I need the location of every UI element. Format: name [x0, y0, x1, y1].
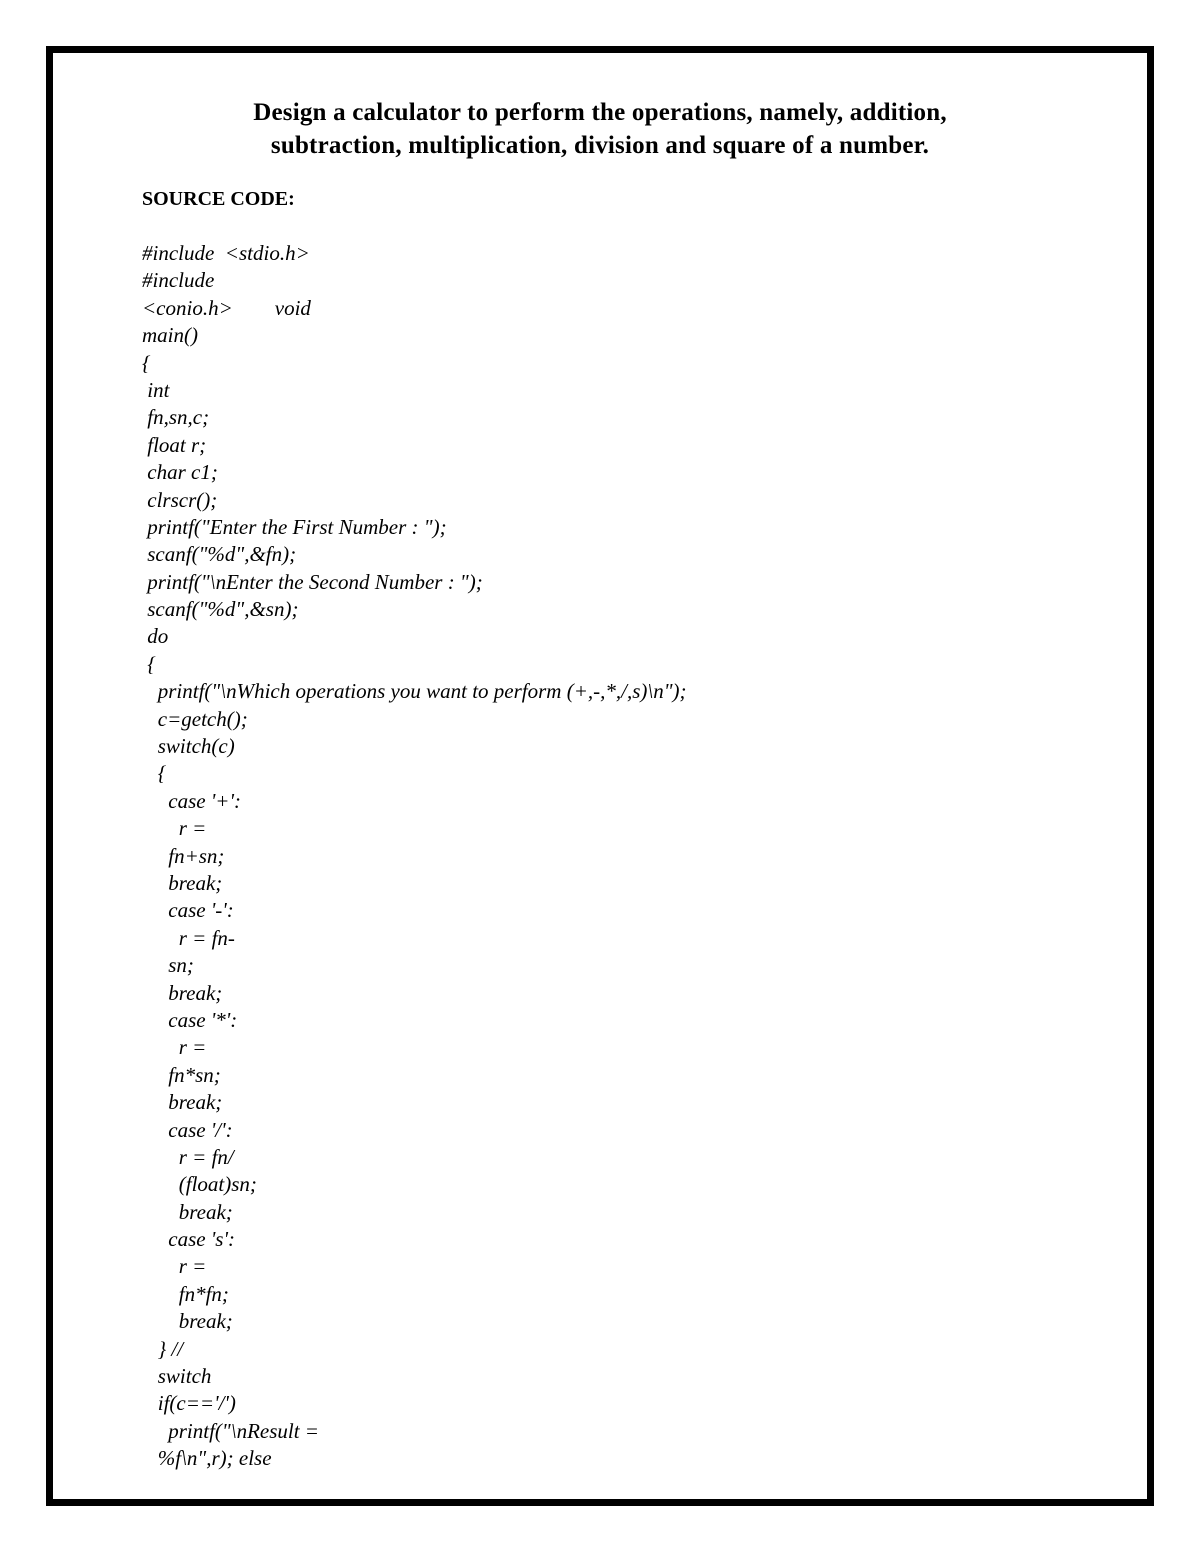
code-line: case 's': — [142, 1227, 235, 1252]
code-line: { — [142, 350, 151, 375]
source-code-heading: SOURCE CODE: — [142, 188, 295, 210]
code-line: fn*fn; — [142, 1281, 229, 1306]
source-code-block — [142, 240, 687, 1473]
code-line: scanf("%d",&fn); — [142, 542, 297, 567]
code-line: main() — [142, 323, 198, 348]
code-line: r = — [142, 1254, 207, 1279]
code-line: fn*sn; — [142, 1062, 221, 1087]
title-line-1: Design a calculator to perform the operations, namely, addition, — [253, 99, 947, 126]
code-line: %f\n",r); else — [142, 1446, 272, 1471]
code-line: switch(c) — [142, 734, 235, 759]
code-line: printf("\nResult = — [142, 1418, 319, 1443]
code-line: case '/': — [142, 1117, 233, 1142]
code-line: scanf("%d",&sn); — [142, 597, 299, 622]
code-line: case '-': — [142, 898, 234, 923]
code-line: (float)sn; — [142, 1172, 257, 1197]
code-line: break; — [142, 1090, 223, 1115]
code-line: r = — [142, 816, 207, 841]
code-line: break; — [142, 1199, 233, 1224]
code-line: float r; — [142, 432, 207, 457]
code-line: printf("Enter the First Number : "); — [142, 514, 447, 539]
code-line: break; — [142, 1309, 233, 1334]
code-line: r = — [142, 1035, 207, 1060]
code-line: r = fn/ — [142, 1144, 234, 1169]
code-line: { — [142, 651, 156, 676]
code-line: printf("\nEnter the Second Number : "); — [142, 569, 483, 594]
code-line: int — [142, 377, 170, 402]
code-line: switch — [142, 1364, 212, 1389]
code-line: printf("\nWhich operations you want to perform (+,-,*,/,s)\n"); — [142, 679, 687, 704]
code-line: #include — [142, 268, 215, 293]
code-line: break; — [142, 980, 223, 1005]
code-line: clrscr(); — [142, 487, 218, 512]
code-line: sn; — [142, 953, 194, 978]
code-line: } // — [142, 1336, 184, 1361]
code-line: if(c=='/') — [142, 1391, 236, 1416]
code-line: do — [142, 624, 169, 649]
code-line: case '+': — [142, 788, 241, 813]
page-title — [100, 96, 1100, 162]
code-line: { — [142, 761, 167, 786]
code-line: r = fn- — [142, 925, 235, 950]
code-line: fn+sn; — [142, 843, 225, 868]
code-line: #include <stdio.h> — [142, 241, 310, 265]
code-line: c=getch(); — [142, 706, 248, 731]
code-line: case '*': — [142, 1007, 238, 1032]
code-line: fn,sn,c; — [142, 405, 210, 430]
title-line-2: subtraction, multiplication, division and square of a number. — [270, 132, 930, 159]
code-line: char c1; — [142, 460, 218, 485]
code-line: break; — [142, 870, 223, 895]
code-line: <conio.h> void — [142, 295, 311, 320]
